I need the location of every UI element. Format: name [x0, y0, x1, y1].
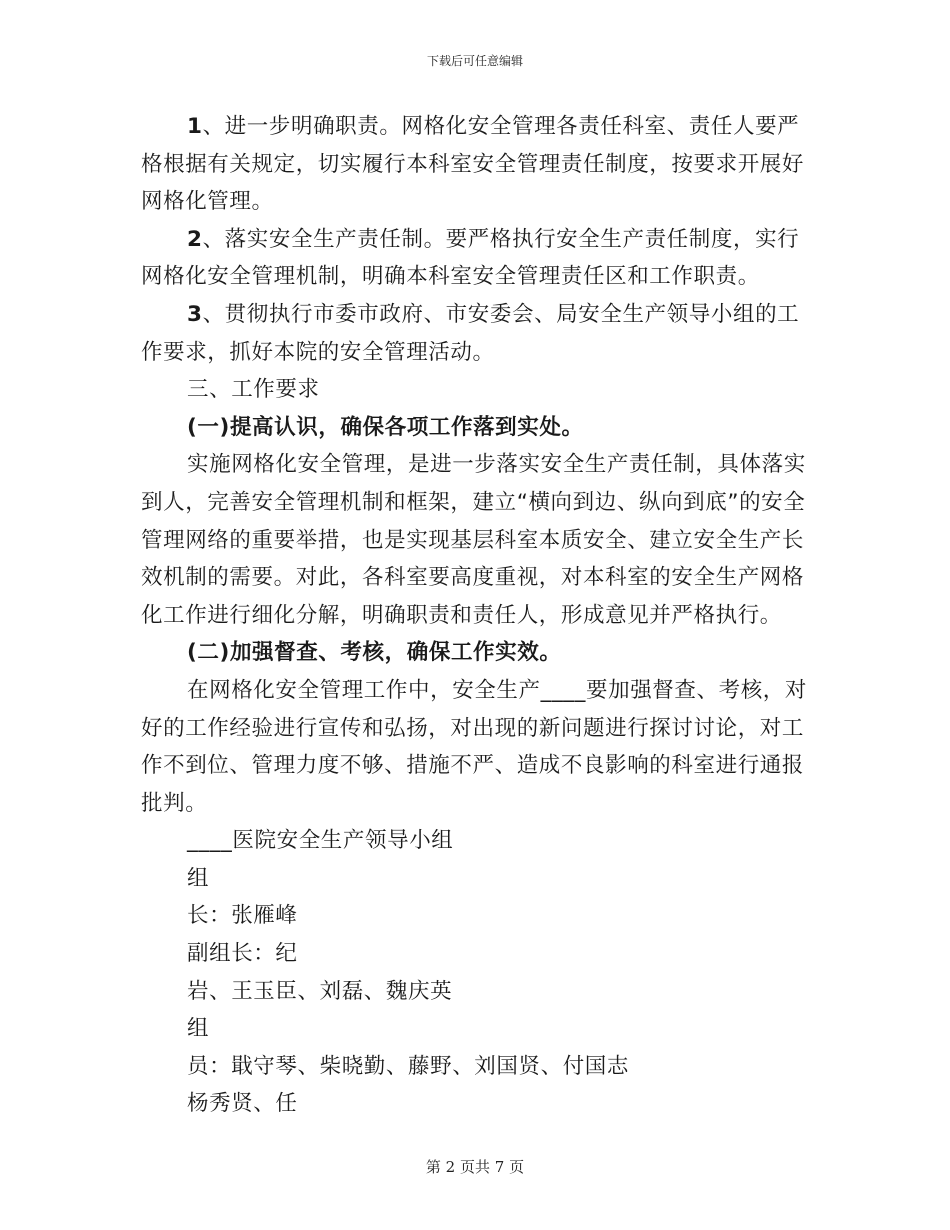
- paragraph-implement: [141, 296, 809, 371]
- paragraph-supervision: 在网格化安全管理工作中，安全生产____要加强督查、考核，对好的工作经验进行宣传和弘扬，对出现的新问题进行探讨讨论，对工作不到位、管理力度不够、措施不严、造成不良影响的科室进行通报批判。: [141, 677, 808, 816]
- item-number: 1: [187, 114, 203, 139]
- list-line-deputy: 副组长：纪: [187, 941, 298, 967]
- list-line-leader: 长：张雁峰: [187, 903, 298, 929]
- section-heading-requirements: 三、工作要求: [187, 377, 320, 403]
- paragraph-text: 、落实安全生产责任制。要严格执行安全生产责任制度，实行网格化安全管理机制，明确本科室安全管理责任区和工作职责。: [141, 226, 800, 290]
- list-line-members: 员：戢守琴、柴晓勤、藤野、刘国贤、付国志: [187, 1053, 630, 1079]
- paragraph-text: 、进一步明确职责。网格化安全管理各责任科室、责任人要严格根据有关规定，切实履行本科室安全管理责任制度，按要求开展好网格化管理。: [141, 114, 805, 215]
- item-number: 2: [187, 226, 203, 252]
- paragraph-grid-management: 实施网格化安全管理，是进一步落实安全生产责任制，具体落实到人，完善安全管理机制和框架，建立“横向到边、纵向到底”的安全管理网络的重要举措，也是实现基层科室本质安全、建立安全生产长效机制的需要。对此，各科室要高度重视，对本科室的安全生产网格化工作进行细化分解，明确职责和责任人，形成意见并严格执行。: [141, 452, 806, 628]
- subheading-supervision: (二)加强督查、考核，确保工作实效。: [187, 640, 562, 666]
- list-line: 组: [187, 1016, 210, 1042]
- list-line-deputy-names: 岩、王玉臣、刘磊、魏庆英: [187, 978, 453, 1004]
- paragraph-text: 、贯彻执行市委市政府、市安委会、局安全生产领导小组的工作要求，抓好本院的安全管理活动。: [141, 301, 800, 365]
- paragraph-duty: [141, 108, 809, 221]
- subheading-awareness: (一)提高认识，确保各项工作落到实处。: [187, 414, 584, 440]
- page-header: 下载后可任意编辑: [426, 54, 523, 68]
- list-line-group-title: ____医院安全生产领导小组: [187, 828, 454, 854]
- document-body: [141, 108, 809, 1123]
- item-number: 3: [187, 301, 203, 327]
- paragraph-responsibility: [141, 221, 809, 296]
- page-footer: 第 2 页共 7 页: [425, 1158, 525, 1176]
- list-line-members-cont: 杨秀贤、任: [187, 1091, 298, 1117]
- list-line: 组: [187, 865, 210, 891]
